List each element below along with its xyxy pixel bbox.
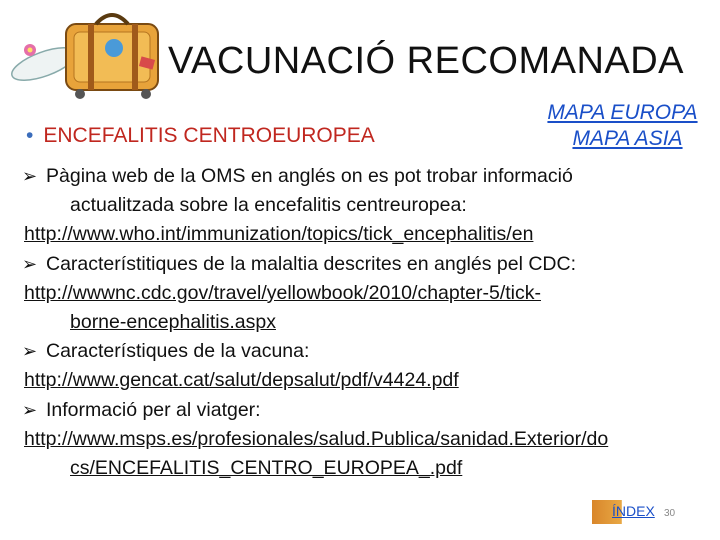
item-text: Pàgina web de la OMS en anglés on es pot trobar informació — [46, 165, 573, 187]
arrow-bullet-icon: ➢ — [22, 253, 38, 274]
gencat-link[interactable]: http://www.gencat.cat/salut/depsalut/pdf/v4424.pdf — [24, 369, 459, 392]
item-text: Característiques de la vacuna: — [46, 340, 310, 363]
item-text: actualitzada sobre la encefalitis centreuropea: — [70, 194, 467, 217]
slide-title: VACUNACIÓ RECOMANADA — [168, 40, 685, 82]
map-europa-link[interactable]: MAPA EUROPA — [547, 101, 698, 124]
item-text: Característitiques de la malaltia descrites en anglés pel CDC: — [46, 252, 576, 275]
list-item — [22, 250, 702, 338]
resource-list — [22, 162, 702, 483]
map-asia-link[interactable]: MAPA ASIA — [572, 127, 683, 150]
arrow-bullet-icon: ➢ — [22, 166, 38, 186]
cdc-link[interactable]: http://wwwnc.cdc.gov/travel/yellowbook/2010/chapter-5/tick- — [24, 281, 541, 304]
map-links — [540, 100, 705, 152]
suitcase-icon — [4, 2, 174, 110]
bullet-dot-icon: • — [26, 124, 34, 147]
list-item — [22, 337, 702, 395]
list-item — [22, 396, 702, 484]
section-heading — [26, 124, 375, 148]
arrow-bullet-icon: ➢ — [22, 341, 38, 362]
section-heading-text: ENCEFALITIS CENTROEUROPEA — [43, 124, 375, 147]
index-button-label: ÍNDEX — [612, 503, 655, 519]
cdc-link-continued[interactable]: borne-encephalitis.aspx — [70, 311, 276, 334]
msps-link-continued[interactable]: cs/ENCEFALITIS_CENTRO_EUROPEA_.pdf — [70, 457, 463, 480]
who-link[interactable]: http://www.who.int/immunization/topics/tick_encephalitis/en — [24, 223, 534, 246]
page-number: 30 — [664, 508, 676, 519]
list-item — [22, 162, 702, 250]
arrow-bullet-icon: ➢ — [22, 399, 38, 420]
msps-link[interactable]: http://www.msps.es/profesionales/salud.Publica/sanidad.Exterior/do — [24, 427, 609, 450]
item-text: Informació per al viatger: — [46, 398, 261, 421]
